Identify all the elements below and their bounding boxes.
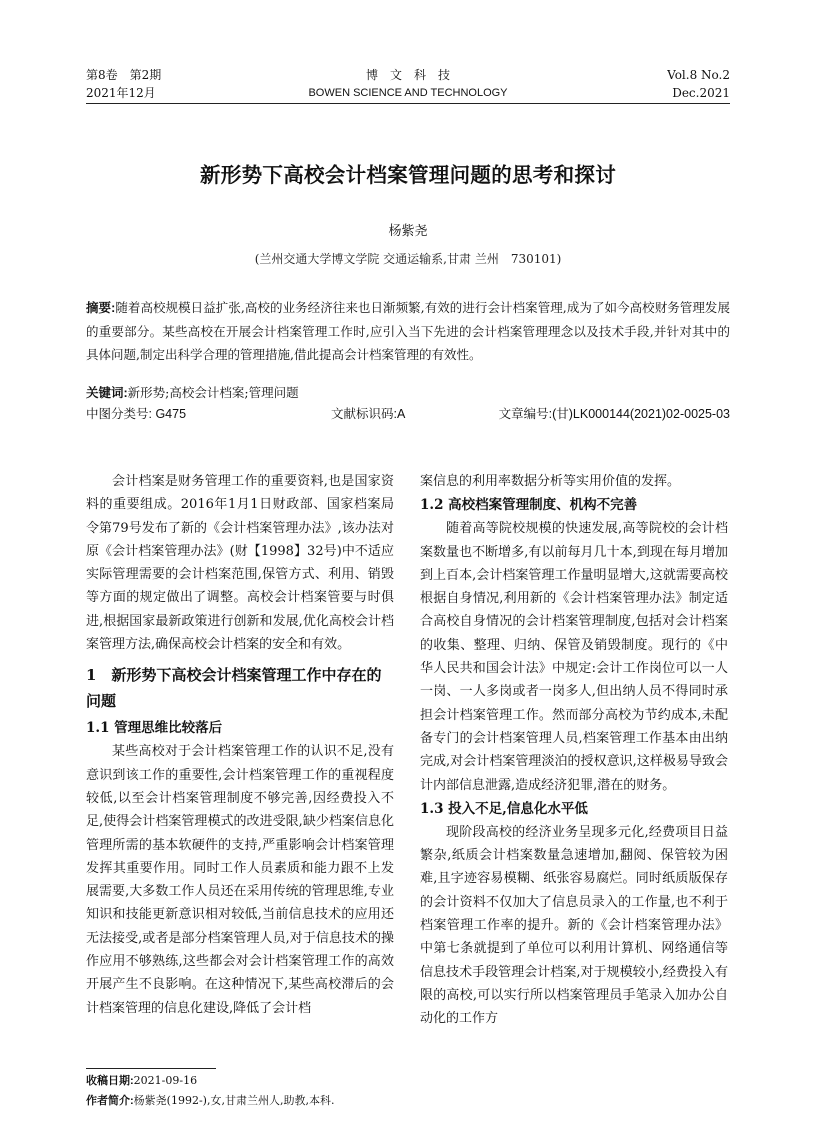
paper-title: 新形势下高校会计档案管理问题的思考和探讨 xyxy=(200,163,616,187)
bio-label: 作者简介: xyxy=(86,1095,134,1107)
received-label: 收稿日期: xyxy=(86,1075,134,1087)
journal-name-cn: 博 文 科 技 xyxy=(365,68,450,82)
volume-issue: 第8卷 第2期 xyxy=(86,68,162,82)
body-column-left xyxy=(86,470,394,1020)
author-name: 杨紫尧 xyxy=(388,224,428,239)
keywords-text: 新形势;高校会计档案;管理问题 xyxy=(127,385,299,400)
article-metadata xyxy=(86,404,730,424)
subsection-heading-1-2: 1.2 高校档案管理制度、机构不完善 xyxy=(420,497,638,514)
article-number: 文章编号:(甘)LK000144(2021)02-0025-03 xyxy=(498,407,730,421)
document-code: 文献标识码:A xyxy=(331,407,406,421)
journal-name-en: BOWEN SCIENCE AND TECHNOLOGY xyxy=(308,87,508,99)
footnote-divider xyxy=(86,1068,216,1069)
publication-date-en: Dec.2021 xyxy=(672,86,730,100)
paragraph-1-1: 某些高校对于会计档案管理工作的认识不足,没有意识到该工作的重要性,会计档案管理工作的重视程度较低,以至会计档案管理制度不够完善,因经费投入不足,使得会计档案管理模式的改进受限,缺少档案信息化管理所需的基本软硬件的支持,严重影响会计档案管理发挥其重要作用。同时工作人员素质和能力跟不上发展需要,大多数工作人员还在采用传统的管理思维,专业知识和技能更新意识相对较低,当前信息技术的应用还无法接受,或者是部分档案管理人员,对于信息技术的操作应用不够熟练,这些都会对会计档案管理工作的高效开展产生不良影响。在这种情况下,某些高校滞后的会计档案管理的信息化建设,降低了会计档 xyxy=(86,744,394,1016)
abstract-text: 随着高校规模日益扩张,高校的业务经济往来也日渐频繁,有效的进行会计档案管理,成为了如今高校财务管理发展的重要部分。某些高校在开展会计档案管理工作时,应引入当下先进的会计档案管理理念以及技术手段,并针对其中的具体问题,制定出科学合理的管理措施,借此提高会计档案管理的有效性。 xyxy=(86,300,730,362)
publication-date: 2021年12月 xyxy=(86,86,156,100)
section-heading-1: 1 新形势下高校会计档案管理工作中存在的问题 xyxy=(86,666,382,711)
paragraph-1-2: 随着高等院校规模的快速发展,高等院校的会计档案数量也不断增多,有以前每月几十本,到现在每月增加到上百本,会计档案管理工作量明显增大,这就需要高校根据自身情况,利用新的《会计档案管理办法》制定适合高校自身情况的会计档案管理制度,包括对会计档案的收集、整理、归纳、保管及销毁制度。现行的《中华人民共和国会计法》中规定:会计工作岗位可以一人一岗、一人多岗或者一岗多人,但出纳人员不得同时承担会计档案管理工作。然而部分高校为节约成本,未配备专门的会计档案管理人员,档案管理工作基本由出纳完成,对会计档案管理淡泊的授权意识,这样极易导致会计内部信息泄露,造成经济犯罪,潜在的财务。 xyxy=(420,521,728,793)
journal-volume-en xyxy=(667,66,730,102)
paragraph-1-3: 现阶段高校的经济业务呈现多元化,经费项目日益繁杂,纸质会计档案数量急速增加,翻阅、保管较为困难,且字迹容易模糊、纸张容易腐烂。同时纸质版保存的会计资料不仅加大了信息员录入的工作量,也不利于档案管理工作率的提升。新的《会计档案管理办法》中第七条就提到了单位可以利用计算机、网络通信等信息技术手段管理会计档案,对于规模较小,经费投入有限的高校,可以实行所以档案管理员手笔录入加办公自动化的工作方 xyxy=(420,824,728,1027)
bio-value: 杨紫尧(1992-),女,甘肃兰州人,助教,本科. xyxy=(133,1094,335,1107)
intro-paragraph: 会计档案是财务管理工作的重要资料,也是国家资料的重要组成。2016年1月1日财政部、国家档案局令第79号发布了新的《会计档案管理办法》,该办法对原《会计档案管理办法》(财【1998】32号)中不适应实际管理需要的会计档案范围,保管方式、利用、销毁等方面的规定做出了调整。高校会计档案管要与时俱进,根据国家最新政策进行创新和发展,优化高校会计档案管理方法,确保高校会计档案的安全和有效。 xyxy=(86,474,394,653)
keywords-label: 关键词: xyxy=(86,386,128,400)
paragraph-1-1-continued: 案信息的利用率数据分析等实用价值的发挥。 xyxy=(420,474,681,489)
subsection-heading-1-1: 1.1 管理思维比较落后 xyxy=(86,720,223,737)
keywords xyxy=(86,384,299,402)
author-bio xyxy=(86,1094,334,1108)
received-value: 2021-09-16 xyxy=(133,1074,198,1087)
header-divider xyxy=(86,103,730,104)
author-affiliation: (兰州交通大学博文学院 交通运输系,甘肃 兰州 730101) xyxy=(254,252,562,266)
received-date xyxy=(86,1074,197,1088)
body-column-right xyxy=(420,470,728,1031)
abstract-label: 摘要: xyxy=(86,301,116,315)
volume-issue-en: Vol.8 No.2 xyxy=(667,68,730,82)
subsection-heading-1-3: 1.3 投入不足,信息化水平低 xyxy=(420,800,588,817)
abstract xyxy=(86,296,730,366)
clc-number: 中图分类号: G475 xyxy=(86,407,187,421)
